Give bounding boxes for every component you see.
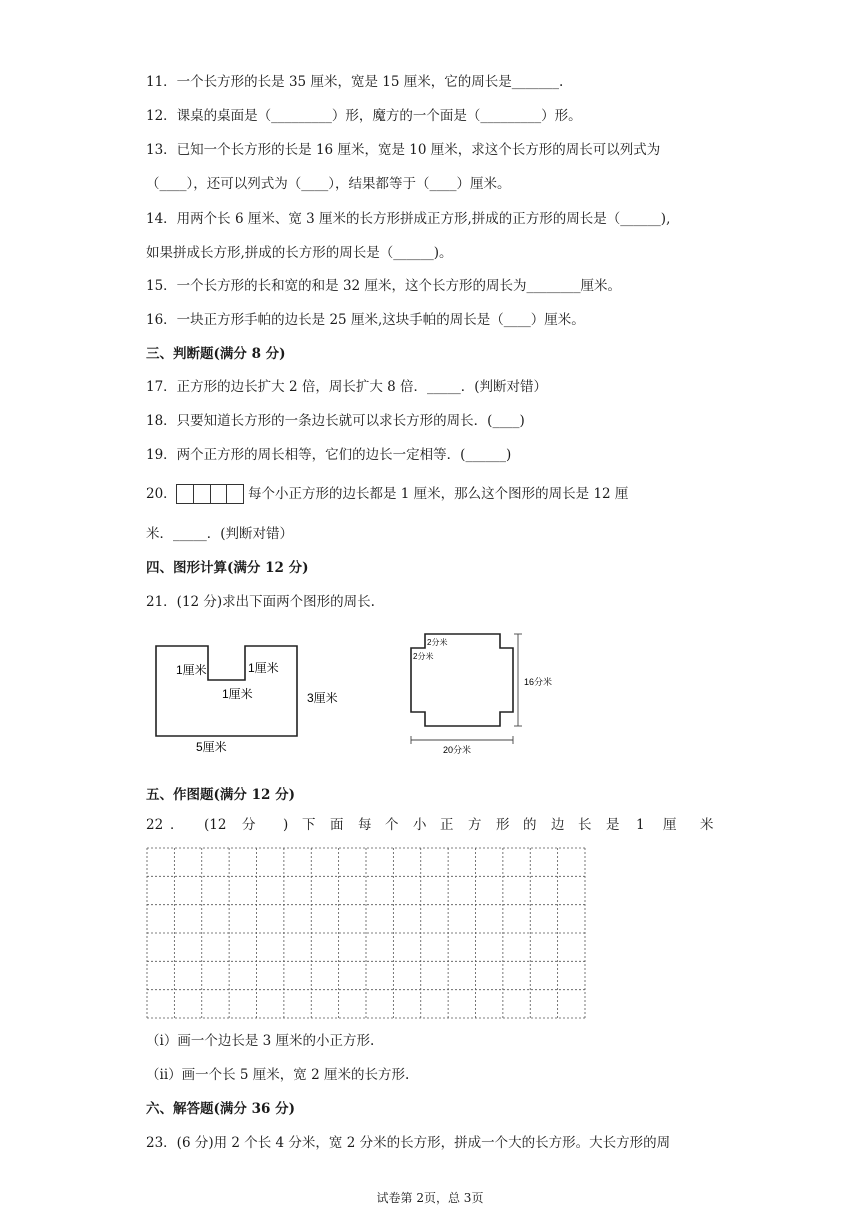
figure-2-label-corner-v: 2分米 [413, 652, 434, 661]
figure-1-label-width: 5厘米 [196, 740, 227, 754]
figure-1-notched-rectangle [150, 640, 350, 755]
question-23: 23．(6 分)用 2 个长 4 分米，宽 2 分米的长方形，拼成一个大的长方形。大长方形的周 [146, 1135, 671, 1151]
question-20-line-2: 米．_____．(判断对错） [146, 526, 294, 542]
question-22-word: 边 [551, 817, 565, 833]
question-22-part-i: （i）画一个边长是 3 厘米的小正方形. [146, 1033, 375, 1049]
section-5-heading: 五、作图题(满分 12 分) [146, 787, 295, 803]
question-22-word: ) [283, 817, 289, 833]
question-13-line-1: 13．已知一个长方形的长是 16 厘米，宽是 10 厘米，求这个长方形的周长可以列式为 [146, 142, 661, 158]
question-22-word: 每 [358, 817, 372, 833]
question-11: 11．一个长方形的长是 35 厘米，宽是 15 厘米，它的周长是_______. [146, 74, 564, 90]
question-22-word: 正 [440, 817, 454, 833]
question-20-text: 每个小正方形的边长都是 1 厘米，那么这个图形的周长是 12 厘 [248, 486, 629, 502]
question-22-part-ii: （ii）画一个长 5 厘米，宽 2 厘米的长方形. [146, 1067, 410, 1083]
question-22-word: 方 [468, 817, 482, 833]
question-22-word: 面 [330, 817, 344, 833]
section-3-heading: 三、判断题(满分 8 分) [146, 346, 286, 362]
section-6-heading: 六、解答题(满分 36 分) [146, 1101, 295, 1117]
question-22-word: 长 [578, 817, 592, 833]
figure-2-corner-cut-square [405, 628, 575, 758]
figure-2-label-width: 20分米 [443, 745, 472, 755]
question-17: 17．正方形的边长扩大 2 倍，周长扩大 8 倍．_____．(判断对错） [146, 379, 548, 395]
figure-2-label-corner-h: 2分米 [427, 638, 448, 647]
figure-1-label-height: 3厘米 [307, 691, 338, 705]
question-22-word: 形 [496, 817, 510, 833]
drawing-grid [146, 847, 586, 1019]
question-22-word: 小 [413, 817, 427, 833]
question-16: 16．一块正方形手帕的边长是 25 厘米,这块手帕的周长是（____）厘米。 [146, 312, 585, 328]
question-14-line-1: 14．用两个长 6 厘米、宽 3 厘米的长方形拼成正方形,拼成的正方形的周长是（______), [146, 211, 671, 227]
question-19: 19．两个正方形的周长相等，它们的边长一定相等．(______) [146, 447, 512, 463]
question-20-number: 20． [146, 486, 177, 502]
figure-1-label-right: 1厘米 [248, 661, 279, 675]
figure-2-label-height: 16分米 [524, 677, 553, 687]
page-footer: 试卷第 2页，总 3页 [376, 1191, 484, 1205]
question-22-word: 下 [302, 817, 316, 833]
section-4-heading: 四、图形计算(满分 12 分) [146, 560, 309, 576]
question-22-word: 1 [636, 817, 645, 833]
question-21: 21．(12 分)求出下面两个图形的周长. [146, 594, 375, 610]
question-22-word: ． [170, 817, 184, 833]
question-22-word: 厘 [663, 817, 677, 833]
question-15: 15．一个长方形的长和宽的和是 32 厘米，这个长方形的周长为________厘米。 [146, 278, 621, 294]
question-22-word: 是 [606, 817, 620, 833]
question-18: 18．只要知道长方形的一条边长就可以求长方形的周长．(____) [146, 413, 525, 429]
question-22-word: 个 [385, 817, 399, 833]
question-22-word: 米 [700, 817, 714, 833]
figure-1-label-notch-bottom: 1厘米 [222, 687, 253, 701]
figure-1-label-left: 1厘米 [176, 663, 207, 677]
question-13-line-2: （____），还可以列式为（____），结果都等于（____）厘米。 [146, 176, 511, 192]
question-14-line-2: 如果拼成长方形,拼成的长方形的周长是（______)。 [146, 245, 453, 261]
four-square-strip-figure [176, 484, 244, 504]
question-22-word: 22 [146, 817, 164, 833]
question-22-word: 的 [523, 817, 537, 833]
question-12: 12．课桌的桌面是（_________）形，魔方的一个面是（_________）形。 [146, 108, 582, 124]
question-22-word: 分 [242, 817, 256, 833]
question-22-word: (12 [204, 817, 227, 833]
